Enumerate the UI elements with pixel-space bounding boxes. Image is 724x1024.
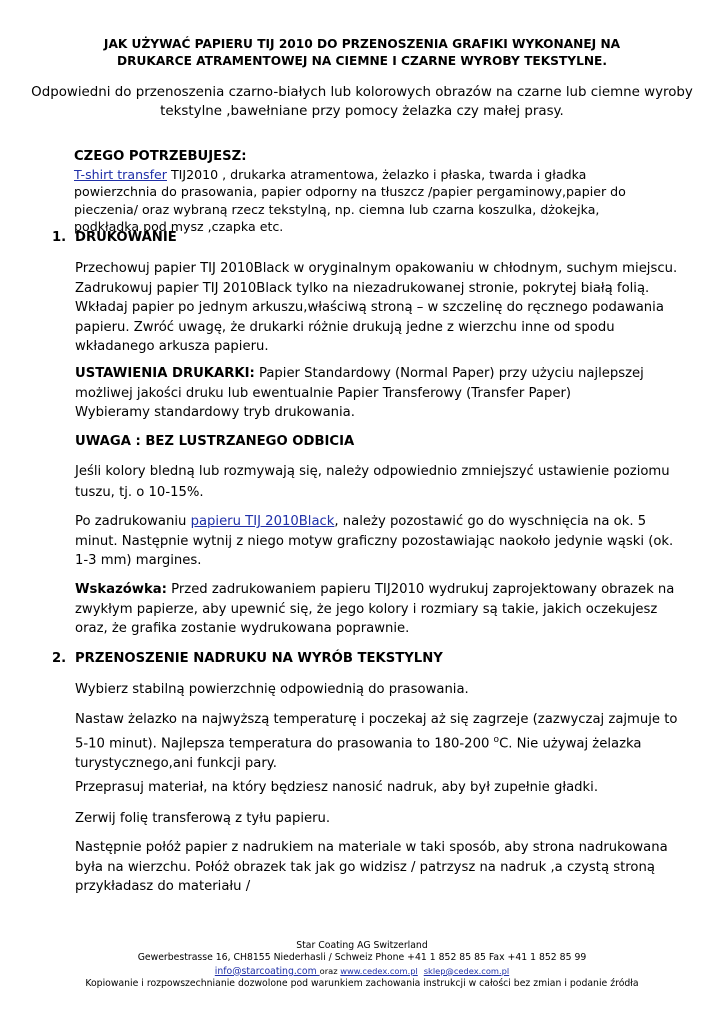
paragraph-line: tuszu, tj. o 10-15%. (75, 485, 204, 500)
paragraph-line: przykładasz do materiału / (75, 879, 251, 894)
requirements-text: TIJ2010 , drukarka atramentowa, żelazko i płaska, twarda i gładka (166, 166, 587, 182)
paragraph-line: minut. Następnie wytnij z niego motyw graficzny pozostawiając naokoło jedynie wąski (ok. (75, 533, 674, 549)
paragraph-line: Wybieramy standardowy tryb drukowania. (75, 405, 355, 420)
section-number: 2. (52, 651, 67, 666)
paragraph-line: Wskazówka: Przed zadrukowaniem papieru TIJ2010 wydrukuj zaprojektowany obrazek na (75, 582, 675, 597)
paragraph-line: oraz, że grafika zostanie wydrukowana poprawnie. (75, 621, 410, 636)
placement-paragraph (75, 838, 693, 897)
degree-symbol: o (493, 735, 500, 745)
email-link[interactable]: info@starcoating.com (214, 965, 320, 977)
website-link[interactable]: www.cedex.com.pl (340, 965, 418, 976)
paragraph-line: 1-3 mm) margines. (75, 553, 202, 568)
tij-paper-link[interactable]: papieru TIJ 2010Black (190, 514, 335, 529)
paragraph-line: wkładanego arkusza papieru. (75, 339, 269, 354)
section-number: 1. (52, 230, 67, 245)
section-title: DRUKOWANIE (75, 230, 177, 245)
page-title (40, 36, 684, 70)
paragraph-line: Przechowuj papier TIJ 2010Black w oryginalnym opakowaniu w chłodnym, suchym miejscu. (75, 261, 678, 276)
intro-line: tekstylne ,bawełniane przy pomocy żelazka czy małej prasy. (160, 104, 564, 119)
requirements-line: powierzchnia do prasowania, papier odporny na tłuszcz /papier pergaminowy,papier do (74, 184, 626, 199)
paragraph-line: USTAWIENIA DRUKARKI: Papier Standardowy (Normal Paper) przy użyciu najlepszej (75, 366, 644, 381)
printer-settings-label: USTAWIENIA DRUKARKI: (75, 366, 255, 381)
section-1-heading (52, 229, 177, 247)
tip-label: Wskazówka: (75, 582, 167, 597)
requirements-heading: CZEGO POTRZEBUJESZ: (74, 149, 247, 164)
printer-settings-paragraph (75, 364, 693, 423)
foil-paragraph: Zerwij folię transferową z tyłu papieru. (75, 811, 331, 826)
tip-paragraph (75, 580, 693, 639)
paragraph-line: papieru. Zwróć uwagę, że drukarki różnie drukują jedne z wierzchu inne od spodu (75, 319, 615, 335)
footer-company: Star Coating AG Switzerland (296, 940, 428, 951)
requirements-block (74, 148, 684, 236)
shop-email-link[interactable]: sklep@cedex.com.pl (423, 965, 510, 976)
title-line: DRUKARCE ATRAMENTOWEJ NA CIEMNE I CZARNE WYROBY TEKSTYLNE. (116, 54, 607, 68)
paragraph-line: turystycznego,ani funkcji pary. (75, 756, 277, 772)
paragraph-line: zwykłym papierze, aby upewnić się, że jego kolory i rozmiary są takie, jakich oczekujesz (75, 601, 658, 617)
intro-line: Odpowiedni do przenoszenia czarno-białych lub kolorowych obrazów na czarne lub ciemne wyroby (31, 85, 693, 100)
surface-paragraph: Wybierz stabilną powierzchnię odpowiednią do prasowania. (75, 682, 469, 697)
paragraph-line: 5-10 minut). Najlepsza temperatura do prasowania to 180-200 $^o$C. Nie używaj żelazka (75, 735, 642, 752)
footer-address: Gewerbestrasse 16, CH8155 Niederhasli / Schweiz Phone +41 1 852 85 85 Fax +41 1 852 85 99 (137, 952, 587, 964)
paragraph-line: Zadrukowuj papier TIJ 2010Black tylko na niezadrukowanej stronie, pokrytej białą folią. (75, 280, 650, 296)
paragraph-line: Nastaw żelazko na najwyższą temperaturę i poczekaj aż się zagrzeje (zazwyczaj zajmuje to (75, 712, 678, 727)
paragraph-line: możliwej jakości druku lub ewentualnie Papier Transferowy (Transfer Paper) (75, 385, 572, 401)
title-line: JAK UŻYWAĆ PAPIERU TIJ 2010 DO PRZENOSZENIA GRAFIKI WYKONANEJ NA (103, 37, 621, 51)
ink-level-paragraph (75, 461, 693, 503)
temperature-paragraph (75, 710, 693, 774)
intro-text (24, 83, 700, 121)
paragraph-line: Wkładaj papier po jednym arkuszu,właściwą stroną – w szczelinę do ręcznego podawania (75, 300, 664, 315)
paragraph-line: Jeśli kolory bledną lub rozmywają się, należy odpowiednio zmniejszyć ustawienie poziomu (75, 464, 670, 479)
requirements-line: podkładka pod mysz ,czapka etc. (74, 219, 284, 234)
paragraph-line: Następnie połóż papier z nadrukiem na materiale w taki sposób, aby strona nadrukowana (75, 840, 668, 855)
mirror-warning: UWAGA : BEZ LUSTRZANEGO ODBICIA (75, 434, 355, 449)
section-title: PRZENOSZENIE NADRUKU NA WYRÓB TEKSTYLNY (75, 651, 443, 666)
requirements-line (74, 166, 684, 184)
footer-contacts: info@starcoating.com oraz www.cedex.com.pl sklep@cedex.com.pl (214, 965, 510, 977)
requirements-line: pieczenia/ oraz wybraną rzecz tekstylną, np. ciemna lub czarna koszulka, dżokejka, (74, 201, 600, 217)
paragraph-line: była na wierzchu. Połóż obrazek tak jak go widzisz / patrzysz na nadruk ,a czystą stroną (75, 859, 655, 875)
drying-paragraph (75, 512, 693, 571)
storage-paragraph (75, 259, 693, 357)
tshirt-transfer-link[interactable]: T-shirt transfer (74, 166, 167, 182)
footer-copyright: Kopiowanie i rozpowszechnianie dozwolone pod warunkiem zachowania instrukcji w całości bez zmian i podanie źródła (85, 977, 639, 989)
smoothing-paragraph: Przeprasuj materiał, na który będziesz nanosić nadruk, aby był zupełnie gładki. (75, 780, 599, 795)
paragraph-line: Po zadrukowaniu papieru TIJ 2010Black, należy pozostawić go do wyschnięcia na ok. 5 (75, 514, 647, 529)
page-footer (0, 940, 724, 990)
section-2-heading (52, 650, 443, 668)
